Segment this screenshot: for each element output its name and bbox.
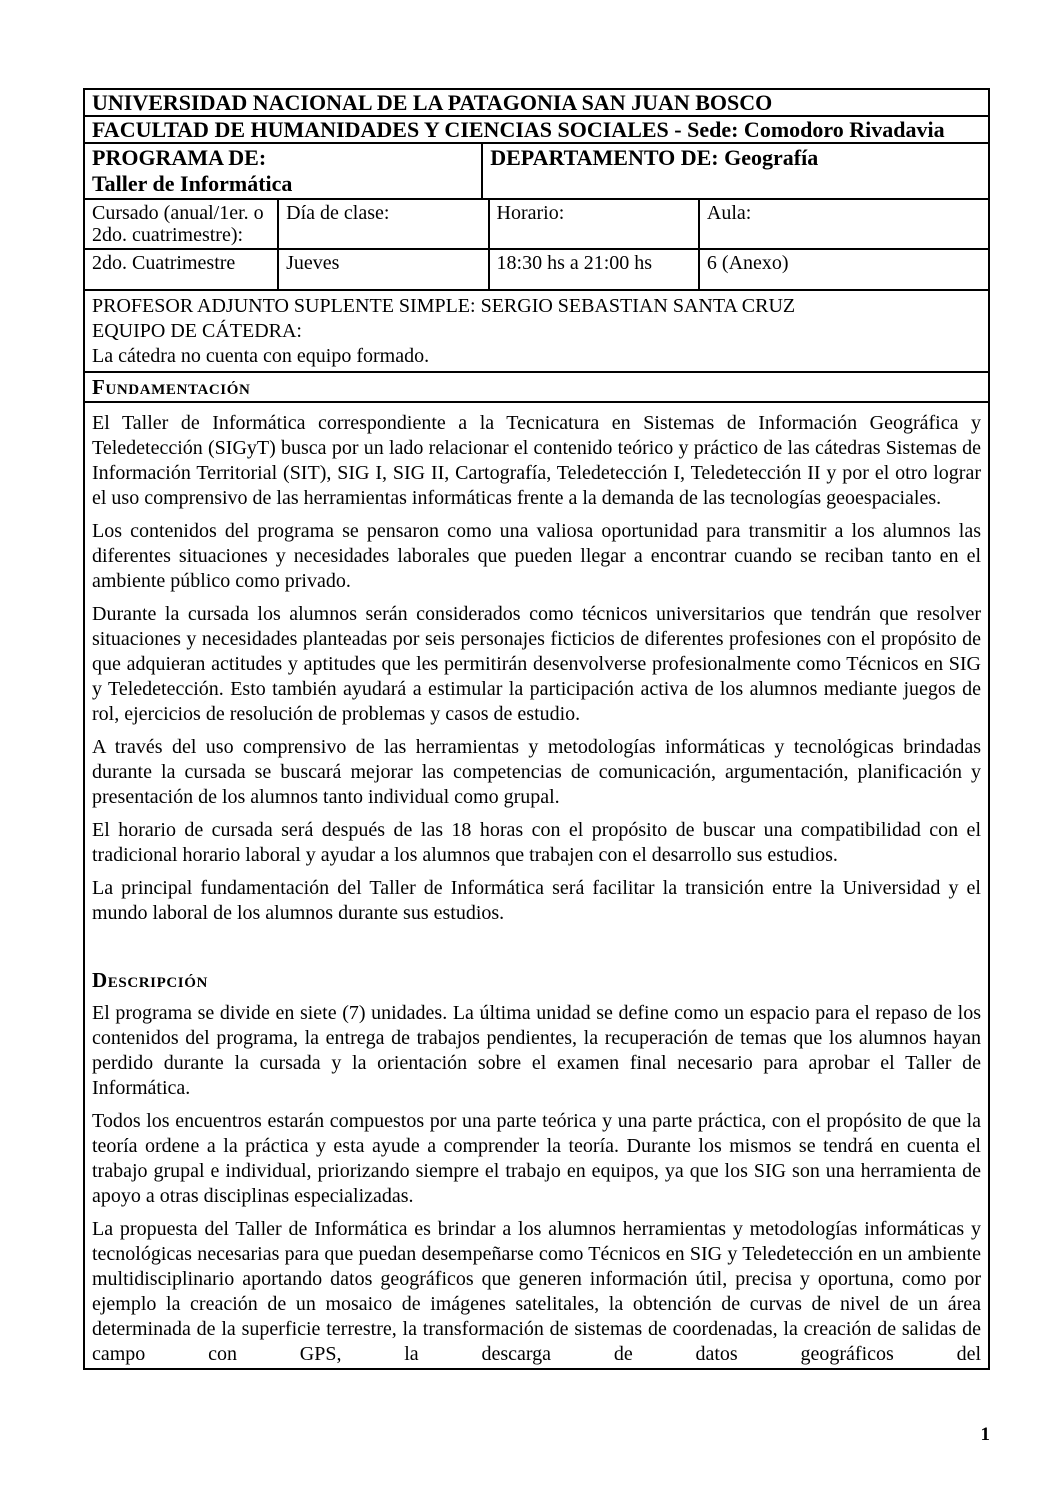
program-department-row [85, 144, 988, 200]
schedule-value-dia: Jueves [279, 250, 489, 289]
schedule-header-horario: Horario: [490, 200, 700, 248]
course-program-table [83, 88, 990, 1370]
fundamentacion-paragraph: La principal fundamentación del Taller de Informática será facilitar la transición entre la Universidad y el mundo laboral de los alumnos durante sus estudios. [92, 877, 981, 924]
fundamentacion-paragraph: El Taller de Informática correspondiente a la Tecnicatura en Sistemas de Información Geográfica y Teledetección (SIGyT) busca por un lado relacionar el contenido teórico y práctico de las cátedras Sistemas de Información Territorial (SIT), SIG I, SIG II, Cartografía, Teledetección I, Teledetección II y por el otro lograr el uso comprensivo de las herramientas informáticas frente a la demanda de las tecnologías geoespaciales. [92, 412, 981, 509]
descripcion-paragraph: El programa se divide en siete (7) unidades. La última unidad se define como un espacio para el repaso de los contenidos del programa, la entrega de trabajos pendientes, la recuperación de temas que los alumnos hayan perdido durante la cursada y la orientación sobre el examen final necesario para aprobar el Taller de Informática. [92, 1002, 981, 1099]
schedule-value-horario: 18:30 hs a 21:00 hs [490, 250, 700, 289]
schedule-header-row [85, 200, 988, 250]
fundamentacion-paragraph: Los contenidos del programa se pensaron como una valiosa oportunidad para transmitir a los alumnos las diferentes situaciones y necesidades laborales que pueden llegar a encontrar cuando se reciban tanto en el ambiente público como privado. [92, 520, 981, 592]
program-label: PROGRAMA DE: [92, 145, 267, 170]
team-note: La cátedra no cuenta con equipo formado. [92, 345, 430, 367]
schedule-header-dia: Día de clase: [279, 200, 489, 248]
university-title: UNIVERSIDAD NACIONAL DE LA PATAGONIA SAN JUAN BOSCO [85, 90, 988, 117]
descripcion-paragraph: La propuesta del Taller de Informática es brindar a los alumnos herramientas y metodologías informáticas y tecnológicas necesarias para que puedan desempeñarse como Técnicos en SIG y Teledetección en un ambiente multidisciplinario aportando datos geográficos que generen información útil, precisa y oportuna, como por ejemplo la creación de un mosaico de imágenes satelitales, la obtención de curvas de nivel de un área determinada de la superficie terrestre, la transformación de sistemas de coordenadas, la creación de salidas de campo con GPS, la descarga de datos geográficos del [92, 1218, 981, 1365]
descripcion-paragraph: Todos los encuentros estarán compuestos por una parte teórica y una parte práctica, con el propósito de que la teoría ordene a la práctica y esta ayude a comprender la teoría. Durante los mismos se tendrá en cuenta el trabajo grupal e individual, priorizando siempre el trabajo en equipos, ya que los SIG son una herramienta de apoyo a otras disciplinas especializadas. [92, 1110, 981, 1207]
descripcion-heading: Descripción [92, 968, 208, 992]
schedule-header-cursado: Cursado (anual/1er. o 2do. cuatrimestre): [85, 200, 279, 248]
team-label: EQUIPO DE CÁTEDRA: [92, 320, 302, 342]
fundamentacion-paragraph: Durante la cursada los alumnos serán considerados como técnicos universitarios que tendrán que resolver situaciones y necesidades planteadas por seis personajes ficticios de diferentes profesiones con el propósito de que adquieran actitudes y aptitudes que les permitirán desenvolverse profesionalmente como Técnicos en SIG y Teledetección. Esto también ayudará a estimular la participación activa de los alumnos mediante juegos de rol, ejercicios de resolución de problemas y casos de estudio. [92, 603, 981, 725]
page-number: 1 [980, 1424, 990, 1445]
program-value: Taller de Informática [92, 171, 293, 196]
fundamentacion-paragraph: El horario de cursada será después de las 18 horas con el propósito de buscar una compatibilidad con el tradicional horario laboral y ayudar a los alumnos que trabajen con el desarrollo sus estudios. [92, 819, 981, 866]
fundamentacion-heading-row [85, 373, 988, 403]
staff-row [85, 291, 988, 373]
fundamentacion-heading: Fundamentación [92, 375, 251, 399]
schedule-value-aula: 6 (Anexo) [706, 252, 789, 274]
schedule-header-aula: Aula: [706, 202, 752, 224]
faculty-title: FACULTAD DE HUMANIDADES Y CIENCIAS SOCIALES - Sede: Comodoro Rivadavia [85, 117, 988, 144]
document-body [85, 411, 988, 1368]
professor-line: PROFESOR ADJUNTO SUPLENTE SIMPLE: SERGIO SEBASTIAN SANTA CRUZ [92, 295, 796, 317]
schedule-value-row [85, 250, 988, 291]
program-cell [85, 144, 483, 198]
department-cell: DEPARTAMENTO DE: Geografía [490, 145, 819, 170]
fundamentacion-paragraph: A través del uso comprensivo de las herramientas y metodologías informáticas y tecnológicas brindadas durante la cursada se buscará mejorar las competencias de comunicación, argumentación, planificación y presentación de los alumnos tanto individual como grupal. [92, 736, 981, 808]
schedule-value-cursado: 2do. Cuatrimestre [85, 250, 279, 289]
